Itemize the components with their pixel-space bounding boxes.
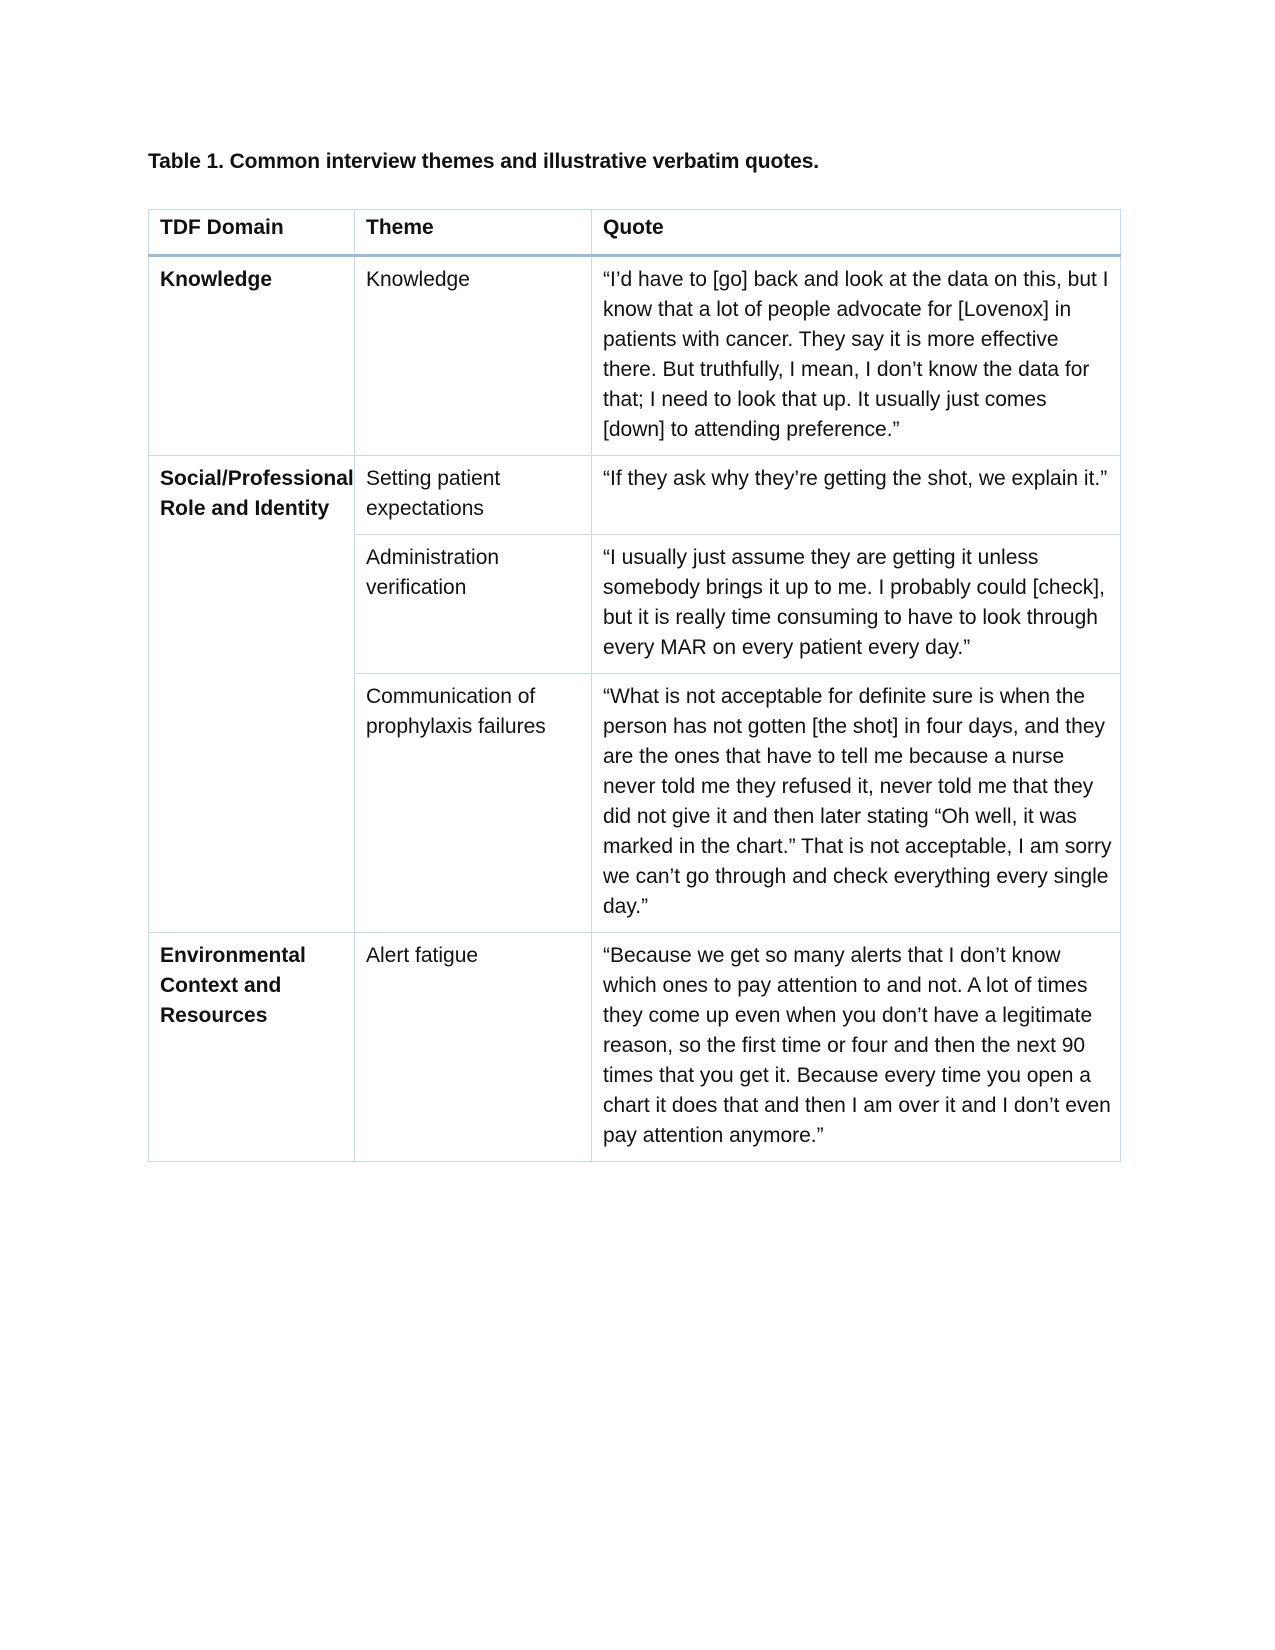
domain-cell: Social/Professional Role and Identity	[149, 456, 355, 933]
table-header-row	[149, 210, 1121, 256]
theme-cell: Alert fatigue	[355, 933, 592, 1162]
domain-cell: Knowledge	[149, 256, 355, 456]
header-theme: Theme	[355, 210, 592, 256]
header-tdf-domain: TDF Domain	[149, 210, 355, 256]
theme-cell: Setting patient expectations	[355, 456, 592, 535]
theme-cell: Administration verification	[355, 535, 592, 674]
quote-cell: “I’d have to [go] back and look at the data on this, but I know that a lot of people advocate for [Lovenox] in patients with cancer. They say it is more effective there. But truthfully, I mean, I don’t know the data for that; I need to look that up. It usually just comes [down] to attending preference.”	[592, 256, 1121, 456]
quote-cell: “I usually just assume they are getting it unless somebody brings it up to me. I probably could [check], but it is really time consuming to have to look through every MAR on every patient every day.”	[592, 535, 1121, 674]
table-caption: Table 1. Common interview themes and illustrative verbatim quotes.	[148, 150, 820, 173]
theme-cell: Knowledge	[355, 256, 592, 456]
table-row	[149, 256, 1121, 456]
quote-cell: “Because we get so many alerts that I don’t know which ones to pay attention to and not. A lot of times they come up even when you don’t have a legitimate reason, so the first time or four and then the next 90 times that you get it. Because every time you open a chart it does that and then I am over it and I don’t even pay attention anymore.”	[592, 933, 1121, 1162]
domain-cell: Environmental Context and Resources	[149, 933, 355, 1162]
table-row	[149, 456, 1121, 535]
table-row	[149, 933, 1121, 1162]
quote-cell: “If they ask why they’re getting the shot, we explain it.”	[592, 456, 1121, 535]
themes-table	[148, 209, 1121, 1162]
quote-cell: “What is not acceptable for definite sure is when the person has not gotten [the shot] in four days, and they are the ones that have to tell me because a nurse never told me they refused it, never told me that they did not give it and then later stating “Oh well, it was marked in the chart.” That is not acceptable, I am sorry we can’t go through and check everything every single day.”	[592, 674, 1121, 933]
theme-cell: Communication of prophylaxis failures	[355, 674, 592, 933]
header-quote: Quote	[592, 210, 1121, 256]
